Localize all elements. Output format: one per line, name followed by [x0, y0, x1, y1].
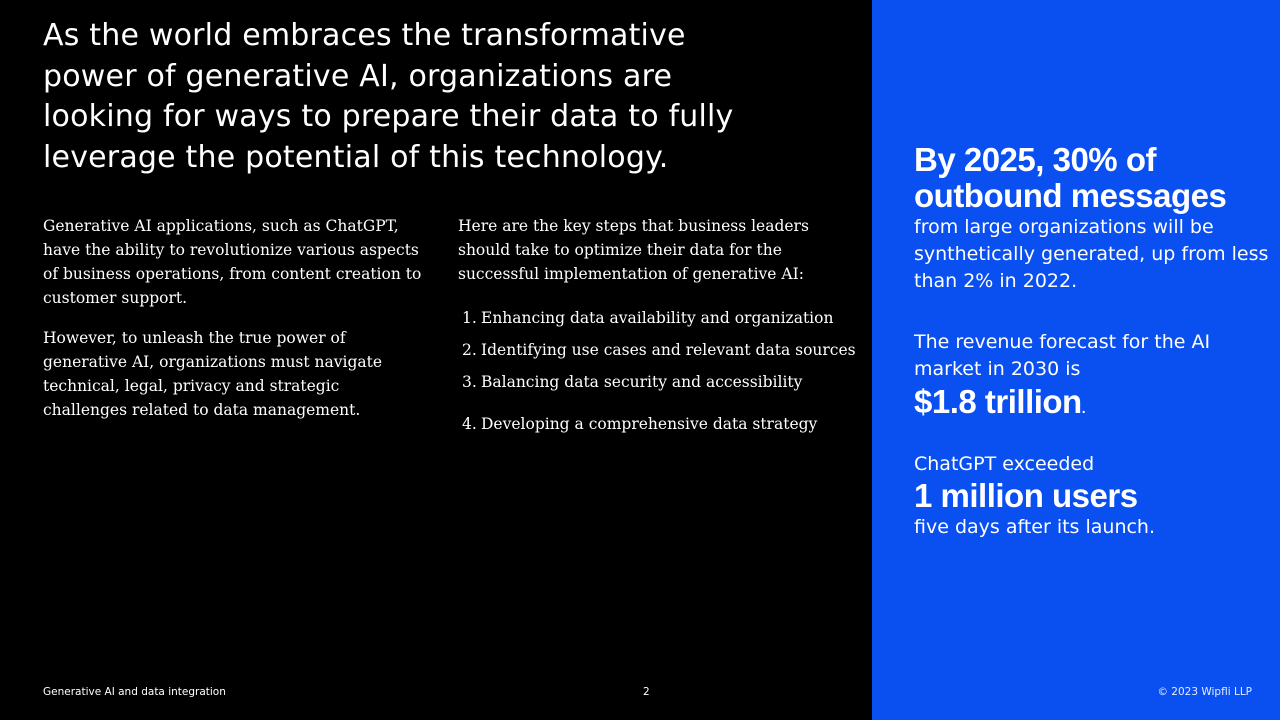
stat-chatgpt-users	[914, 451, 1274, 541]
steps-column	[458, 214, 858, 444]
step-text: Developing a comprehensive data strategy	[481, 415, 818, 433]
step-item	[458, 370, 858, 394]
stats-panel	[872, 0, 1280, 720]
headline-line-1: As the world embraces the transformative	[43, 18, 686, 53]
intro-paragraph-2: However, to unleash the true power of generative AI, organizations must navigate technical, legal, privacy and strategic challenges related to data management.	[43, 329, 383, 419]
stat1-headline	[914, 142, 1274, 214]
step-text: Enhancing data availability and organization	[481, 309, 834, 327]
stat1-headline-line-2: outbound messages	[914, 177, 1227, 214]
step-number: 3.	[462, 373, 477, 391]
copyright: © 2023 Wipfli LLP	[1157, 686, 1252, 698]
intro-paragraph-1: Generative AI applications, such as ChatGPT, have the ability to revolutionize various aspects of business operations, from content creation to customer support.	[43, 217, 422, 307]
stat2-detail: The revenue forecast for the AI market in 2030 is	[914, 331, 1211, 380]
step-number: 2.	[462, 341, 477, 359]
step-item	[458, 412, 858, 436]
stat3-lead: ChatGPT exceeded	[914, 453, 1095, 475]
step-item	[458, 338, 858, 362]
stat1-detail: from large organizations will be synthetically generated, up from less than 2% in 2022.	[914, 216, 1269, 292]
stat2-value: $1.8 trillion	[914, 383, 1082, 420]
steps-list	[458, 306, 858, 436]
stat-outbound-messages	[914, 142, 1274, 295]
step-text: Balancing data security and accessibility	[481, 373, 803, 391]
headline-line-4: leverage the potential of this technology.	[43, 139, 669, 175]
step-text: Identifying use cases and relevant data sources	[481, 341, 856, 359]
stat2-headline	[914, 383, 1274, 426]
steps-intro: Here are the key steps that business leaders should take to optimize their data for the successful implementation of generative AI:	[458, 217, 809, 283]
footer-title: Generative AI and data integration	[43, 686, 226, 698]
headline-line-2: power of generative AI, organizations are	[43, 58, 673, 94]
stat3-value: 1 million users	[914, 477, 1138, 514]
headline	[43, 16, 843, 178]
headline-line-3: looking for ways to prepare their data to fully	[43, 99, 734, 134]
intro-column	[43, 214, 423, 438]
page-number: 2	[643, 686, 650, 698]
step-number: 4.	[462, 415, 477, 433]
stat3-detail: five days after its launch.	[914, 516, 1156, 538]
stat-revenue-forecast	[914, 329, 1274, 426]
stat2-period: .	[1081, 400, 1086, 416]
step-item	[458, 306, 858, 330]
step-number: 1.	[462, 309, 477, 327]
stat1-headline-line-1: By 2025, 30% of	[914, 141, 1156, 178]
